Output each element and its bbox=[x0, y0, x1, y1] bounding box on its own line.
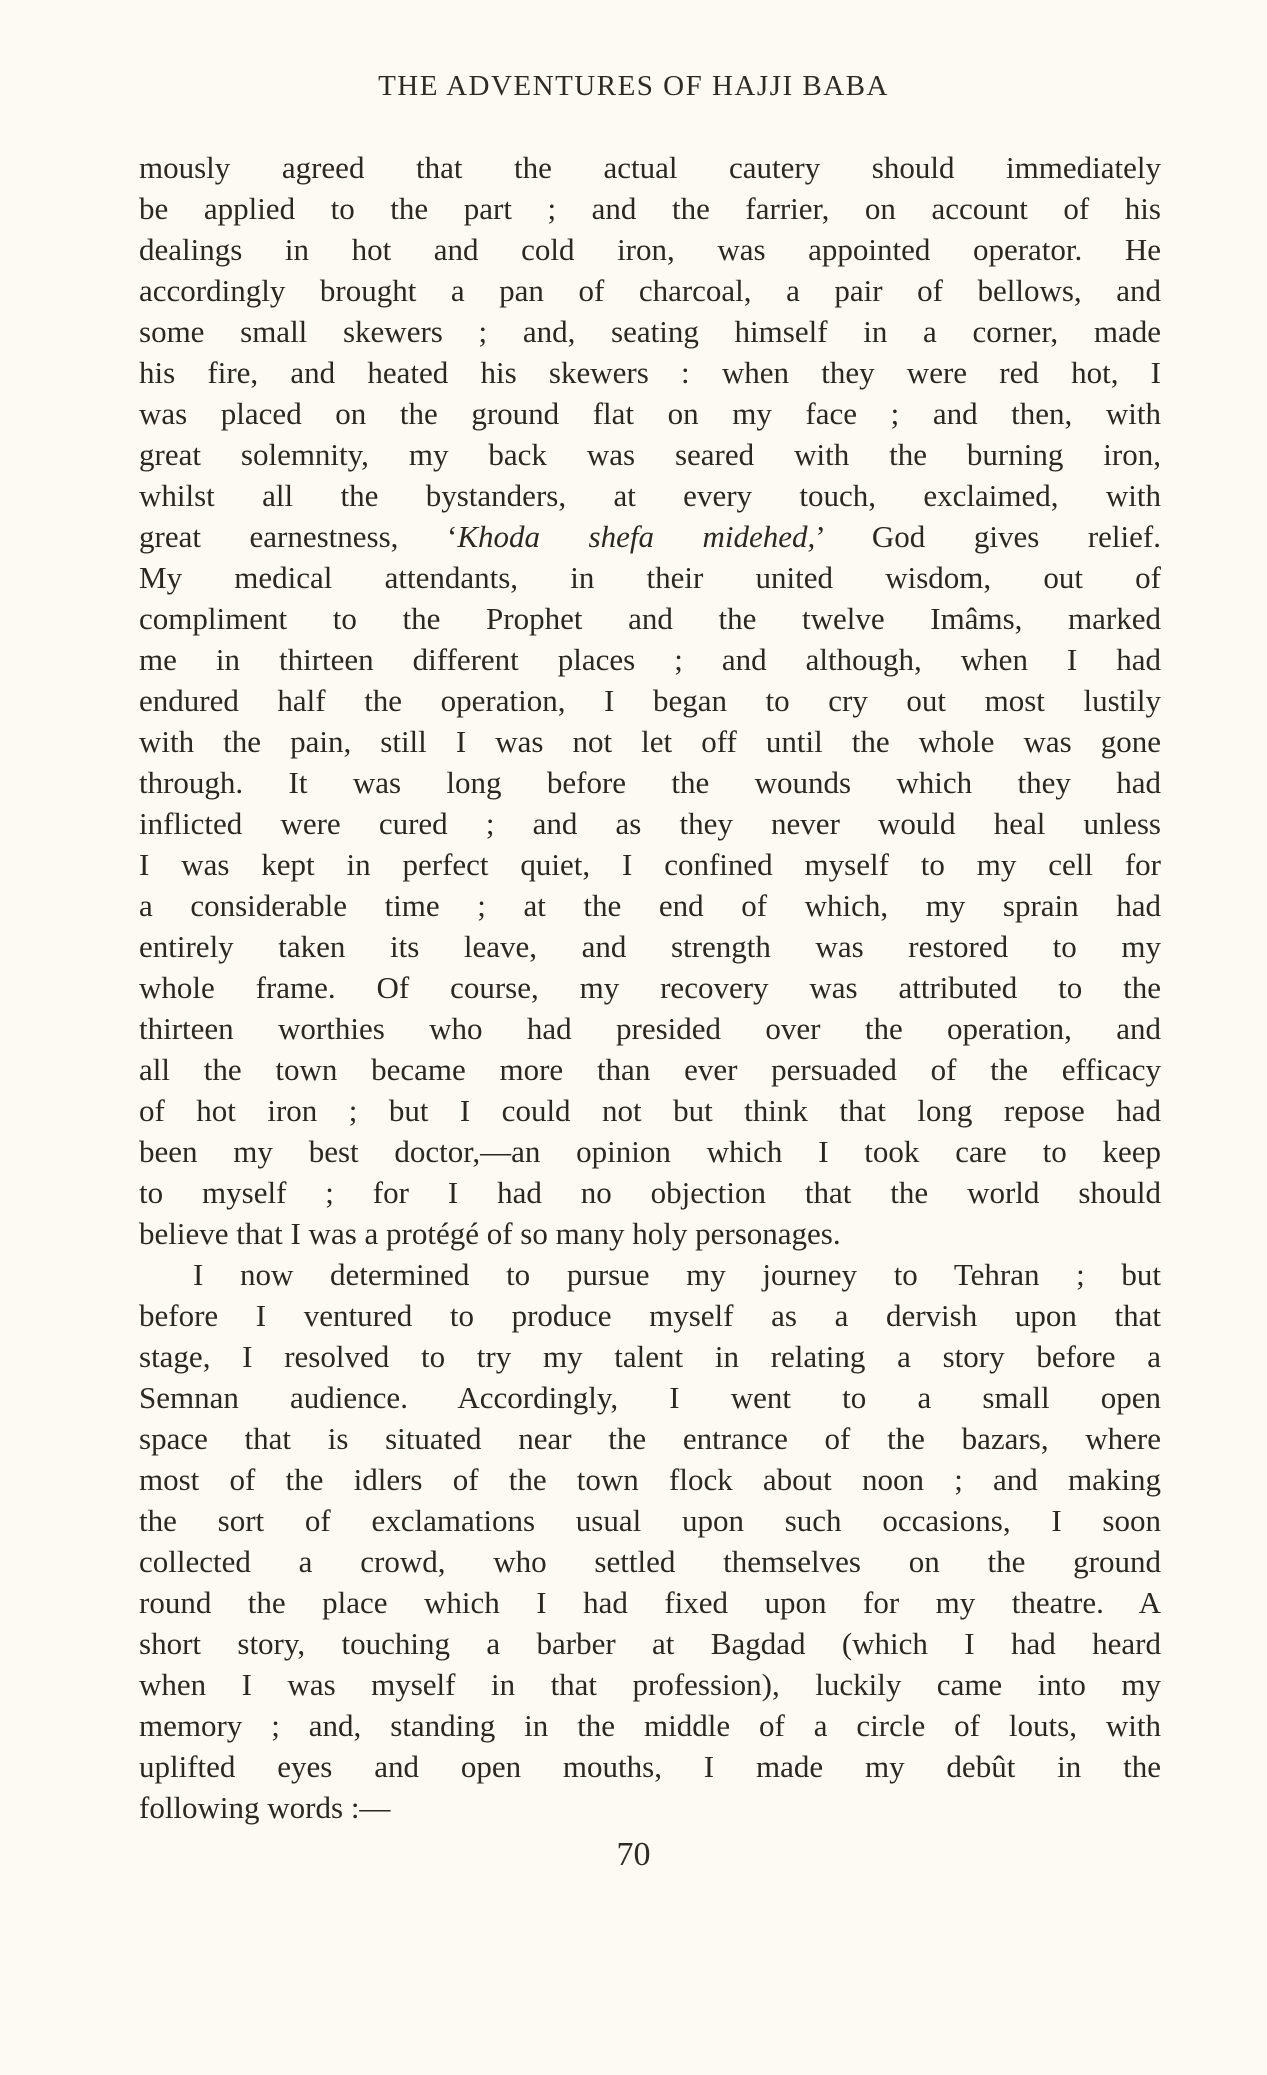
body-text bbox=[139, 147, 1161, 1828]
text-line: collected a crowd, who settled themselves on the ground bbox=[139, 1544, 1161, 1579]
text-line: of hot iron ; but I could not but think that long repose had bbox=[139, 1093, 1161, 1128]
text-line: I was kept in perfect quiet, I confined myself to my cell for bbox=[139, 847, 1161, 882]
persian-phrase: Khoda shefa midehed, bbox=[457, 519, 816, 554]
text-line: round the place which I had fixed upon for my theatre. A bbox=[139, 1585, 1161, 1620]
text-line: believe that I was a protégé of so many holy personages. bbox=[139, 1216, 841, 1251]
paragraph-first-line: I now determined to pursue my journey to Tehran ; but bbox=[193, 1257, 1161, 1292]
running-head: THE ADVENTURES OF HAJJI BABA bbox=[378, 70, 889, 102]
text-line: uplifted eyes and open mouths, I made my debût in the bbox=[139, 1749, 1161, 1784]
text-line: compliment to the Prophet and the twelve Imâms, marked bbox=[139, 601, 1161, 636]
text-line: with the pain, still I was not let off until the whole was gone bbox=[139, 724, 1161, 759]
text-line: be applied to the part ; and the farrier, on account of his bbox=[139, 191, 1161, 226]
text-line: most of the idlers of the town flock about noon ; and making bbox=[139, 1462, 1161, 1497]
text-line: entirely taken its leave, and strength was restored to my bbox=[139, 929, 1161, 964]
text-line: all the town became more than ever persuaded of the efficacy bbox=[139, 1052, 1161, 1087]
text-line: stage, I resolved to try my talent in relating a story before a bbox=[139, 1339, 1161, 1374]
text-line: memory ; and, standing in the middle of a circle of louts, with bbox=[139, 1708, 1161, 1743]
quote-translation: ’ God gives relief. bbox=[815, 519, 1161, 554]
text-line: My medical attendants, in their united wisdom, out of bbox=[139, 560, 1161, 595]
text-line: when I was myself in that profession), luckily came into my bbox=[139, 1667, 1161, 1702]
text-line: dealings in hot and cold iron, was appointed operator. He bbox=[139, 232, 1161, 267]
text-line: the sort of exclamations usual upon such occasions, I soon bbox=[139, 1503, 1161, 1538]
text-line: thirteen worthies who had presided over the operation, and bbox=[139, 1011, 1161, 1046]
text-line-with-quote bbox=[139, 516, 1161, 557]
text-line: space that is situated near the entrance of the bazars, where bbox=[139, 1421, 1161, 1456]
text-line: mously agreed that the actual cautery should immediately bbox=[139, 150, 1161, 185]
text-line: before I ventured to produce myself as a dervish upon that bbox=[139, 1298, 1161, 1333]
text-line: Semnan audience. Accordingly, I went to a small open bbox=[139, 1380, 1161, 1415]
text-line: to myself ; for I had no objection that the world should bbox=[139, 1175, 1161, 1210]
text-line: short story, touching a barber at Bagdad (which I had heard bbox=[139, 1626, 1161, 1661]
text-line: was placed on the ground flat on my face ; and then, with bbox=[139, 396, 1161, 431]
text-line: following words :— bbox=[139, 1790, 391, 1825]
page-number: 70 bbox=[616, 1836, 651, 1873]
text-line: whilst all the bystanders, at every touch, exclaimed, with bbox=[139, 478, 1161, 513]
text-line: his fire, and heated his skewers : when they were red hot, I bbox=[139, 355, 1161, 390]
text-line: great solemnity, my back was seared with the burning iron, bbox=[139, 437, 1161, 472]
quote-lead-in: great earnestness, ‘ bbox=[139, 519, 458, 554]
text-line: some small skewers ; and, seating himself in a corner, made bbox=[139, 314, 1161, 349]
text-line: been my best doctor,—an opinion which I took care to keep bbox=[139, 1134, 1161, 1169]
text-line: endured half the operation, I began to cry out most lustily bbox=[139, 683, 1161, 718]
text-line: through. It was long before the wounds which they had bbox=[139, 765, 1161, 800]
text-line: me in thirteen different places ; and although, when I had bbox=[139, 642, 1161, 677]
text-line: accordingly brought a pan of charcoal, a pair of bellows, and bbox=[139, 273, 1161, 308]
text-line: a considerable time ; at the end of which, my sprain had bbox=[139, 888, 1161, 923]
text-line: inflicted were cured ; and as they never would heal unless bbox=[139, 806, 1161, 841]
text-line: whole frame. Of course, my recovery was attributed to the bbox=[139, 970, 1161, 1005]
